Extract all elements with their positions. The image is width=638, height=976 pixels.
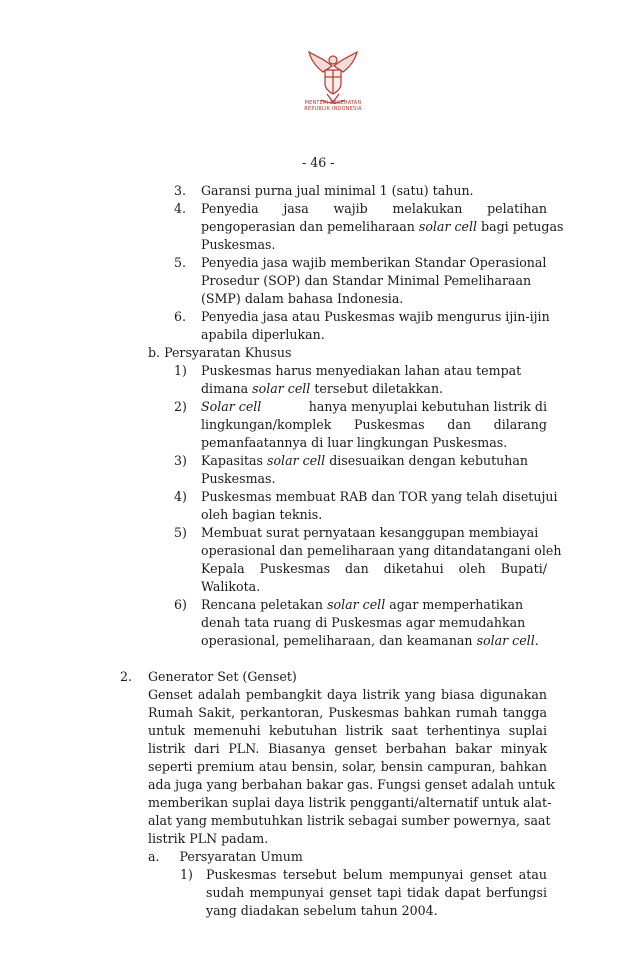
khusus-3-line-1 xyxy=(201,452,528,470)
khusus-5-line-3 xyxy=(201,560,547,578)
genset-para-line-3: untuk memenuhi kebutuhan listrik saat terhentinya suplai xyxy=(148,723,547,738)
text: agar memperhatikan xyxy=(385,597,524,612)
khusus-6-line-3 xyxy=(201,632,539,650)
genset-para-line-4: listrik dari PLN. Biasanya genset berbahan bakar minyak xyxy=(148,741,547,756)
item-4-line-2 xyxy=(201,218,563,236)
word: melakukan xyxy=(392,201,463,216)
khusus-2-line-2 xyxy=(201,416,547,434)
item-4-number: 4. xyxy=(174,201,187,216)
khusus-4-number: 4) xyxy=(174,489,187,504)
text: . xyxy=(534,633,539,648)
khusus-2-line-3: pemanfaatannya di luar lingkungan Puskesmas. xyxy=(201,435,508,450)
umum-1-line-1: Puskesmas tersebut belum mempunyai genset atau xyxy=(206,867,547,882)
item-6-line-2: apabila diperlukan. xyxy=(201,327,325,342)
text: operasional, pemeliharaan, dan keamanan xyxy=(201,633,477,648)
genset-para-line-2: Rumah Sakit, perkantoran, Puskesmas bahkan rumah tangga xyxy=(148,705,547,720)
item-5-line-3: (SMP) dalam bahasa Indonesia. xyxy=(201,291,404,306)
text: hanya menyuplai kebutuhan listrik di xyxy=(308,399,547,414)
word: Puskesmas xyxy=(259,561,331,576)
word: Puskesmas xyxy=(354,417,425,432)
word: diketahui xyxy=(383,561,444,576)
khusus-4-line-2: oleh bagian teknis. xyxy=(201,507,323,522)
khusus-5-line-4: Walikota. xyxy=(201,579,261,594)
khusus-4-line-1: Puskesmas membuat RAB dan TOR yang telah disetujui xyxy=(201,489,558,504)
text: Rencana peletakan xyxy=(201,597,328,612)
text: Kapasitas xyxy=(201,453,268,468)
item-6-line-1: Penyedia jasa atau Puskesmas wajib mengurus ijin-ijin xyxy=(201,309,550,324)
text-italic: solar cell xyxy=(327,597,386,612)
word: oleh xyxy=(458,561,486,576)
word: jasa xyxy=(283,201,309,216)
text: dimana xyxy=(201,381,253,396)
page-number: - 46 - xyxy=(302,155,335,170)
khusus-2-line-1 xyxy=(201,398,547,416)
word: dan xyxy=(447,417,471,432)
word: dan xyxy=(345,561,369,576)
khusus-5-number: 5) xyxy=(174,525,187,540)
word: wajib xyxy=(333,201,368,216)
logo-caption xyxy=(290,100,376,112)
text-italic: solar cell xyxy=(418,219,478,234)
khusus-5-line-1: Membuat surat pernyataan kesanggupan membiayai xyxy=(201,525,539,540)
text-italic: solar cell xyxy=(476,633,535,648)
word: Kepala xyxy=(201,561,245,576)
word: Bupati/ xyxy=(500,561,547,576)
item-6-number: 6. xyxy=(174,309,187,324)
umum-1-number: 1) xyxy=(180,867,193,882)
khusus-6-line-1 xyxy=(201,596,523,614)
khusus-6-line-2: denah tata ruang di Puskesmas agar memudahkan xyxy=(201,615,526,630)
genset-para-line-9: listrik PLN padam. xyxy=(148,831,269,846)
text-italic: solar cell xyxy=(252,381,311,396)
logo-line-2: REPUBLIK INDONESIA xyxy=(304,106,362,112)
word: pelatihan xyxy=(487,201,547,216)
item-3-line-1: Garansi purna jual minimal 1 (satu) tahun. xyxy=(201,183,474,198)
khusus-3-number: 3) xyxy=(174,453,187,468)
item-5-number: 5. xyxy=(174,255,187,270)
section-a-heading: a. Persyaratan Umum xyxy=(148,849,303,864)
khusus-2-number: 2) xyxy=(174,399,187,414)
khusus-6-number: 6) xyxy=(174,597,187,612)
text: bagi petugas xyxy=(477,219,564,234)
genset-para-line-8: alat yang membutuhkan listrik sebagai sumber powernya, saat xyxy=(148,813,551,828)
logo-line-1: MENTERI KESEHATAN xyxy=(304,100,362,106)
genset-para-line-6: ada juga yang berbahan bakar gas. Fungsi genset adalah untuk xyxy=(148,777,555,792)
khusus-1-number: 1) xyxy=(174,363,187,378)
khusus-1-line-2 xyxy=(201,380,443,398)
genset-para-line-1: Genset adalah pembangkit daya listrik yang biasa digunakan xyxy=(148,687,547,702)
section-b-heading: b. Persyaratan Khusus xyxy=(148,345,292,360)
umum-1-line-3: yang diadakan sebelum tahun 2004. xyxy=(206,903,438,918)
genset-para-line-5: seperti premium atau bensin, solar, bensin campuran, bahkan xyxy=(148,759,547,774)
item-4-line-3: Puskesmas. xyxy=(201,237,276,252)
khusus-3-line-2: Puskesmas. xyxy=(201,471,276,486)
item-5-line-1: Penyedia jasa wajib memberikan Standar Operasional xyxy=(201,255,547,270)
text: disesuaikan dengan kebutuhan xyxy=(325,453,529,468)
text: tersebut diletakkan. xyxy=(310,381,444,396)
umum-1-line-2: sudah mempunyai genset tapi tidak dapat berfungsi xyxy=(206,885,547,900)
text-italic: solar cell xyxy=(267,453,326,468)
section-2-title: Generator Set (Genset) xyxy=(148,669,297,684)
text: pengoperasian dan pemeliharaan xyxy=(201,219,419,234)
word: lingkungan/komplek xyxy=(201,417,332,432)
text-italic: Solar cell xyxy=(201,399,262,414)
khusus-1-line-1: Puskesmas harus menyediakan lahan atau tempat xyxy=(201,363,522,378)
section-2-number: 2. xyxy=(120,669,133,684)
word: Penyedia xyxy=(201,201,259,216)
khusus-5-line-2: operasional dan pemeliharaan yang ditandatangani oleh xyxy=(201,543,562,558)
item-4-line-1 xyxy=(201,200,547,218)
item-3-number: 3. xyxy=(174,183,187,198)
genset-para-line-7: memberikan suplai daya listrik pengganti/alternatif untuk alat- xyxy=(148,795,552,810)
word: dilarang xyxy=(493,417,547,432)
item-5-line-2: Prosedur (SOP) dan Standar Minimal Pemeliharaan xyxy=(201,273,532,288)
